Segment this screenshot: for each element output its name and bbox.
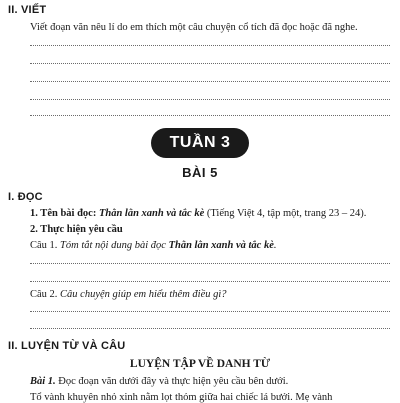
- ltvc-subtitle: LUYỆN TẬP VỀ DANH TỪ: [129, 358, 271, 370]
- ex1-passage: Tổ vành khuyên nhỏ xinh nằm lọt thỏm giữa hai chiếc lá bưởi. Mẹ vành: [30, 392, 333, 403]
- answer-line: [30, 63, 390, 64]
- section-heading-doc: I. ĐỌC: [8, 191, 43, 203]
- q1-label: Câu 1.: [30, 240, 58, 251]
- reading-source: (Tiếng Việt 4, tập một, trang 23 – 24).: [206, 208, 367, 219]
- answer-line: [30, 328, 390, 329]
- q1-title: Thằn lằn xanh và tắc kè: [168, 240, 274, 251]
- answer-line: [30, 263, 390, 264]
- section-heading-ltvc: II. LUYỆN TỪ VÀ CÂU: [8, 340, 126, 352]
- question-1: [30, 240, 277, 251]
- q1-text: Tóm tắt nội dung bài đọc: [60, 240, 166, 251]
- answer-line: [30, 311, 390, 312]
- ex1-text: Đọc đoạn văn dưới đây và thực hiện yêu cầu bên dưới.: [58, 376, 289, 387]
- ex1-label: Bài 1.: [30, 376, 56, 387]
- writing-prompt: Viết đoạn văn nêu lí do em thích một câu chuyện cổ tích đã đọc hoặc đã nghe.: [30, 22, 358, 33]
- answer-line: [30, 99, 390, 100]
- q2-text: Câu chuyện giúp em hiểu thêm điều gì?: [60, 289, 227, 300]
- question-2: [30, 289, 227, 300]
- reading-title: Thằn lằn xanh và tắc kè: [98, 208, 205, 219]
- item1-label: 1. Tên bài đọc:: [30, 208, 97, 219]
- answer-line: [30, 281, 390, 282]
- q2-label: Câu 2.: [30, 289, 58, 300]
- lesson-title: BÀI 5: [182, 165, 218, 180]
- item2-label: 2. Thực hiện yêu cầu: [30, 224, 123, 235]
- exercise-1: [30, 376, 288, 387]
- week-badge: TUẦN 3: [151, 128, 249, 158]
- answer-line: [30, 45, 390, 46]
- answer-line: [30, 115, 390, 116]
- section-heading-viet: II. VIẾT: [8, 4, 47, 16]
- answer-line: [30, 81, 390, 82]
- reading-title-row: [30, 208, 366, 219]
- q1-end: .: [273, 240, 277, 251]
